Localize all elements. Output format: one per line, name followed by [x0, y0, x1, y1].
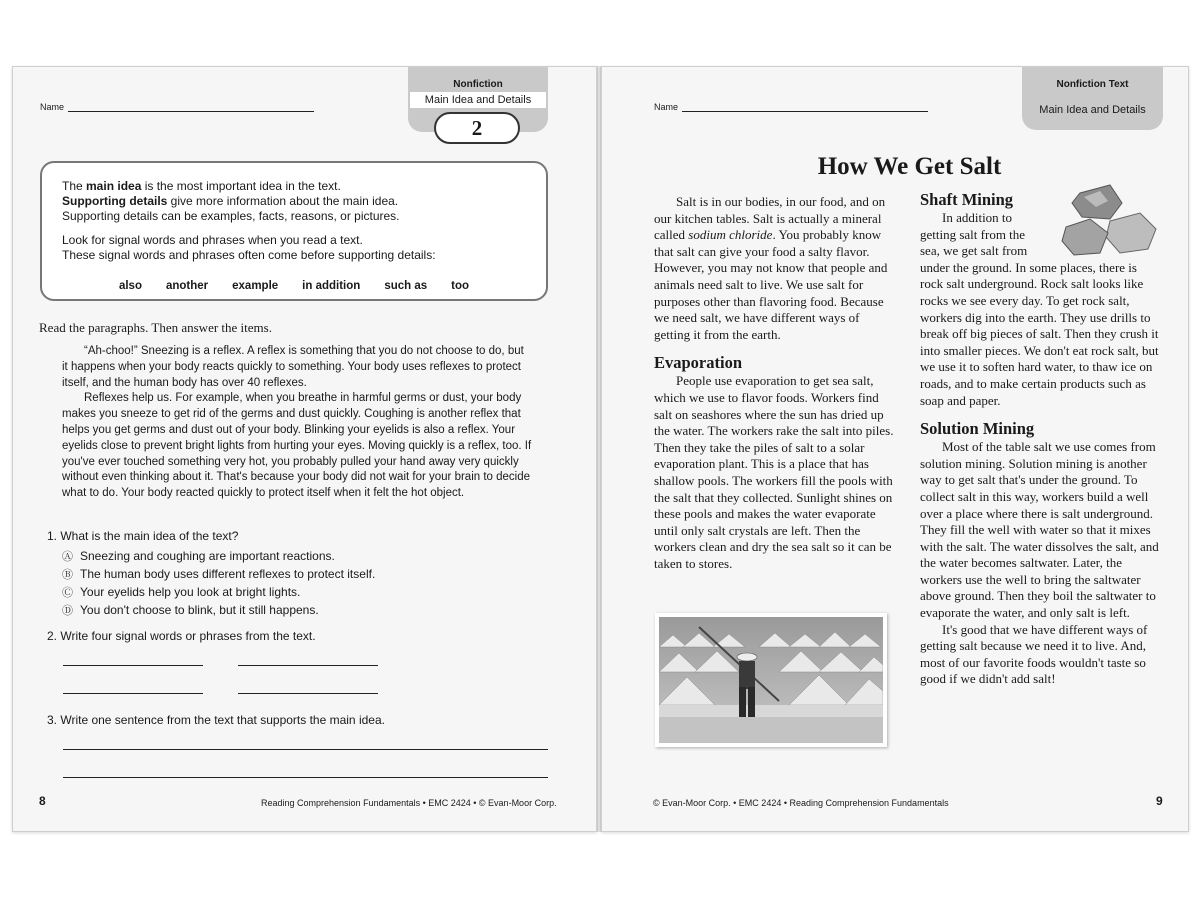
article-right-column	[920, 190, 1160, 688]
signal-word: in addition	[302, 280, 361, 292]
signal-word: example	[232, 280, 279, 292]
question-1: 1. What is the main idea of the text?	[47, 529, 239, 543]
article-left-column	[654, 194, 898, 572]
answer-line[interactable]	[238, 693, 378, 694]
instructions: Read the paragraphs. Then answer the items.	[39, 320, 272, 335]
answer-line[interactable]	[63, 777, 548, 778]
page-footer: Reading Comprehension Fundamentals • EMC 2424 • © Evan-Moor Corp.	[261, 798, 557, 808]
answer-line[interactable]	[63, 693, 203, 694]
right-page	[601, 66, 1189, 832]
choice-d[interactable]: Ⓓ You don't choose to blink, but it still happens.	[62, 603, 319, 617]
signal-word: another	[165, 280, 209, 292]
question-3: 3. Write one sentence from the text that supports the main idea.	[47, 713, 385, 727]
tab-category: Nonfiction	[453, 79, 503, 90]
shaft-mining-intro: In addition to getting salt from the sea, we get salt from	[920, 210, 1028, 259]
main-idea-info-box	[40, 161, 548, 301]
answer-line[interactable]	[63, 665, 203, 666]
tab-skill: Main Idea and Details	[1039, 104, 1146, 116]
conclusion-paragraph: It's good that we have different ways of getting salt because we need it to live. And, most of our favorite foods wouldn't taste so good if we didn't add salt!	[920, 621, 1148, 687]
signal-word: too	[451, 280, 470, 292]
choice-c[interactable]: Ⓒ Your eyelids help you look at bright lights.	[62, 585, 301, 599]
salt-field-photo	[655, 613, 887, 747]
passage-paragraph: “Ah-choo!” Sneezing is a reflex. A reflex is something that you do not choose to do, but it happens when your body reacts quickly to something. Your body uses reflexes to protect itself, and the human body has over 40 reflexes.	[62, 345, 524, 389]
page-number: 8	[39, 794, 46, 808]
signal-word: also	[118, 280, 142, 292]
name-label: Name	[654, 102, 679, 112]
info-line-3: Supporting details can be examples, facts, reasons, or pictures.	[62, 209, 400, 223]
page-number: 9	[1156, 794, 1163, 808]
solution-mining-paragraph: Most of the table salt we use comes from solution mining. Solution mining is another way to get salt that's under the ground. To collect salt in this way, workers build a well over a place where there is salt underground. They fill the well with water so that it mixes with the salt. The water dissolves the salt, and the water becomes saltwater. Later, the workers use the well to bring the saltwater above ground. Then they boil the saltwater to evaporate the water, and only salt is left.	[920, 439, 1159, 621]
evaporation-paragraph: People use evaporation to get sea salt, which we use to flavor foods. Workers find salt on seashores where the sun has dried up the water. The workers rake the salt into piles. Then they take the piles of salt to a solar evaporation plant. This is a place that has shallow pools. The workers fill the pools with the salt that they collected. Sunlight shines on these pools and makes the water evaporate until only salt crystals are left. Then the workers clean and dry the sea salt so it can be taken to stores.	[654, 373, 894, 571]
tab-category: Nonfiction Text	[1056, 79, 1129, 90]
shaft-mining-heading: Shaft Mining	[920, 190, 1014, 209]
choice-b[interactable]: Ⓑ The human body uses different reflexes to protect itself.	[62, 567, 376, 581]
salt-harvest-image	[659, 617, 883, 743]
evaporation-heading: Evaporation	[654, 353, 743, 373]
name-field[interactable]	[654, 102, 928, 112]
info-line-2: Supporting details give more information about the main idea.	[62, 194, 399, 208]
passage-paragraph: Reflexes help us. For example, when you breathe in harmful germs or dust, your body makes you sneeze to get rid of the germs and dust quickly. Coughing is another reflex that helps you get germs and dust out of your body. Blinking your eyelids is also a reflex. Your eyelids close to prevent bright lights from hurting your eyes. Moving quickly is a reflex, too. If you've ever touched something very hot, you probably pulled your hand away very quickly without even thinking about it. That's because your body did not wait for your brain to decide what to do. Your body reacted quickly to protect itself when it felt the hot object.	[62, 392, 532, 500]
reading-passage	[62, 344, 532, 502]
left-page	[12, 66, 597, 832]
tab-skill: Main Idea and Details	[410, 92, 546, 108]
choice-a[interactable]: Ⓐ Sneezing and coughing are important reactions.	[62, 549, 335, 563]
solution-mining-heading: Solution Mining	[920, 419, 1035, 439]
answer-line[interactable]	[63, 749, 548, 750]
question-2: 2. Write four signal words or phrases from the text.	[47, 629, 316, 643]
page-footer: © Evan-Moor Corp. • EMC 2424 • Reading Comprehension Fundamentals	[653, 798, 949, 808]
lesson-number-badge: 2	[434, 112, 520, 144]
name-line	[68, 104, 314, 112]
info-line-5: These signal words and phrases often come before supporting details:	[62, 248, 436, 262]
info-line-4: Look for signal words and phrases when you read a text.	[62, 233, 363, 247]
signal-words-list	[62, 279, 526, 294]
answer-line[interactable]	[238, 665, 378, 666]
name-label: Name	[40, 102, 65, 112]
name-field[interactable]	[40, 102, 314, 112]
name-line	[682, 104, 928, 112]
article-title: How We Get Salt	[817, 153, 1002, 180]
lesson-tab	[1022, 66, 1163, 130]
shaft-mining-paragraph: under the ground. In some places, there is rock salt underground. Rock salt looks like rocks we see every day. To get rock salt, workers dig into the earth. They use drills to break off big pieces of salt. Then they crush it into smaller pieces. We don't eat rock salt, but we use it to soften hard water, to thaw ice on roads, and to make certain products such as soap and paper.	[920, 259, 1159, 408]
signal-word: such as	[384, 280, 428, 292]
intro-paragraph: Salt is in our bodies, in our food, and on our kitchen tables. Salt is actually a mineral called sodium chloride. You probably know that salt can give your food a salty flavor. However, you may not know that people and animals need salt to live. We use salt for purposes other than flavoring food. Because we need salt, we have different ways of getting it from the earth.	[654, 194, 888, 342]
info-line-1: The main idea is the most important idea in the text.	[62, 179, 341, 193]
